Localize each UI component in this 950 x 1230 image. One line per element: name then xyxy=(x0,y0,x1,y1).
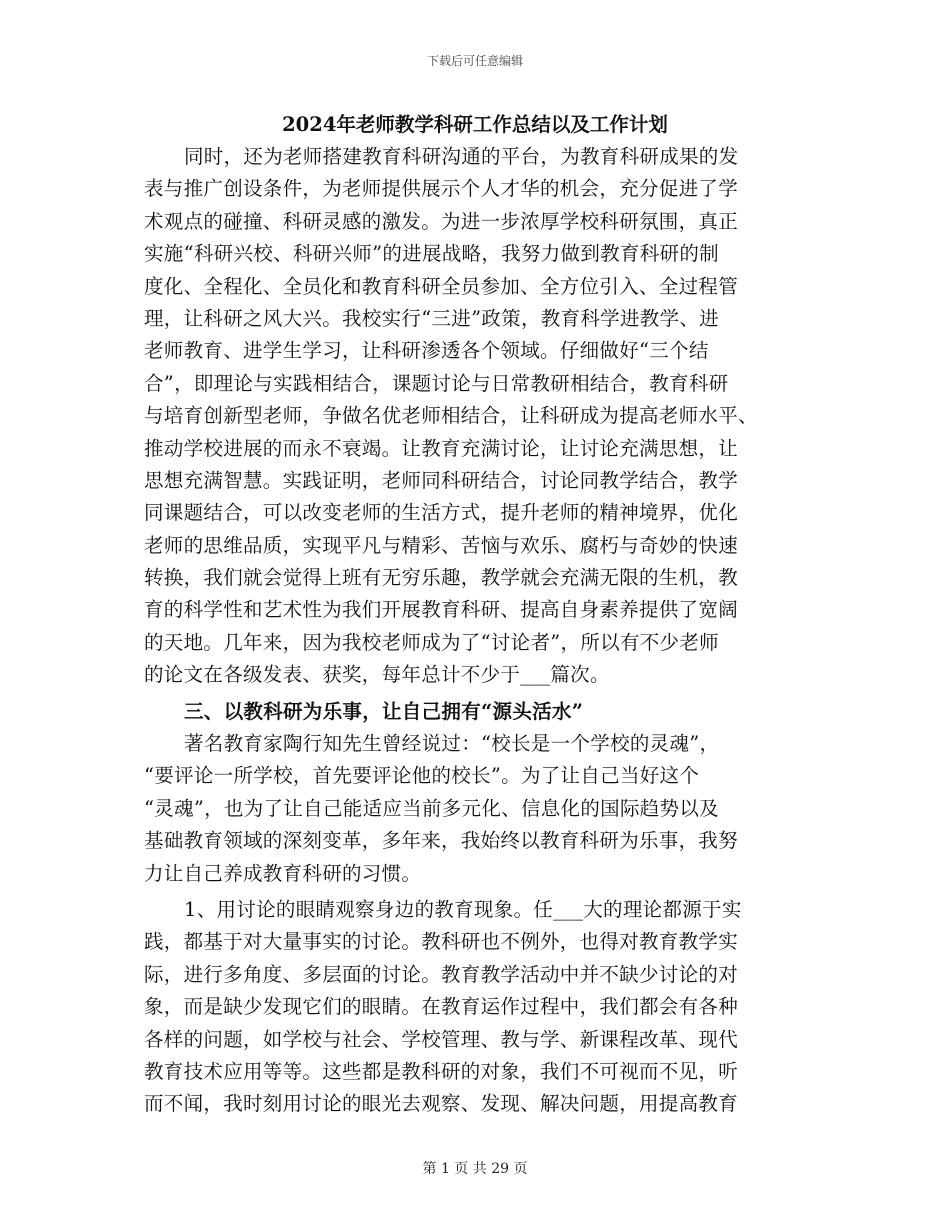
paragraph-line: 的天地。几年来，因为我校老师成为了“讨论者”，所以有不少老师 xyxy=(144,630,719,654)
paragraph-line: 基础教育领域的深刻变革，多年来，我始终以教育科研为乐事，我努 xyxy=(144,829,739,853)
paragraph-line: 合”，即理论与实践相结合，课题讨论与日常教研相结合，教育科研 xyxy=(144,371,729,395)
paragraph-line: 转换，我们就会觉得上班有无穷乐趣，教学就会充满无限的生机，教 xyxy=(144,566,739,590)
paragraph-line: 术观点的碰撞、科研灵感的激发。为进一步浓厚学校科研氛围，真正 xyxy=(144,209,739,233)
section-heading: 三、以教科研为乐事，让自己拥有“源头活水” xyxy=(184,699,584,723)
paragraph-line: 力让自己养成教育科研的习惯。 xyxy=(144,861,422,885)
paragraph-line: 实施“科研兴校、科研兴师”的进展战略，我努力做到教育科研的制 xyxy=(144,242,719,266)
paragraph-line: 老师的思维品质，实现平凡与精彩、苦恼与欢乐、腐朽与奇妙的快速 xyxy=(144,533,739,557)
paragraph-line: 践，都基于对大量事实的讨论。教科研也不例外，也得对教育教学实 xyxy=(144,930,739,954)
paragraph-line: 象，而是缺少发现它们的眼睛。在教育运作过程中，我们都会有各种 xyxy=(144,995,739,1019)
header-note: 下载后可任意编辑 xyxy=(426,54,523,68)
paragraph-line: 的论文在各级发表、获奖，每年总计不少于___篇次。 xyxy=(144,663,610,687)
document-body xyxy=(144,141,824,1121)
paragraph-line: 教育技术应用等等。这些都是教科研的对象，我们不可视而不见，听 xyxy=(144,1059,739,1083)
document-title: 2024年老师教学科研工作总结以及工作计划 xyxy=(282,113,668,136)
paragraph-line: 际，进行多角度、多层面的讨论。教育教学活动中并不缺少讨论的对 xyxy=(144,962,739,986)
paragraph-line: “灵魂”，也为了让自己能适应当前多元化、信息化的国际趋势以及 xyxy=(144,796,719,820)
paragraph-line: 著名教育家陶行知先生曾经说过：“校长是一个学校的灵魂”， xyxy=(184,732,720,756)
paragraph-line: 理，让科研之风大兴。我校实行“三进”政策，教育科学进教学、进 xyxy=(144,306,719,330)
paragraph-line: 推动学校进展的而永不衰竭。让教育充满讨论，让讨论充满思想，让 xyxy=(144,436,739,460)
paragraph-line: 与培育创新型老师，争做名优老师相结合，让科研成为提高老师水平、 xyxy=(144,404,758,428)
paragraph-line: 度化、全程化、全员化和教育科研全员参加、全方位引入、全过程管 xyxy=(144,274,739,298)
paragraph-line: 各样的问题，如学校与社会、学校管理、教与学、新课程改革、现代 xyxy=(144,1027,739,1051)
paragraph-line: 1、用讨论的眼睛观察身边的教育现象。任___大的理论都源于实 xyxy=(184,897,742,921)
paragraph-line: 思想充满智慧。实践证明，老师同科研结合，讨论同教学结合，教学 xyxy=(144,468,739,492)
paragraph-line: 同时，还为老师搭建教育科研沟通的平台，为教育科研成果的发 xyxy=(184,145,739,168)
paragraph-line: 而不闻，我时刻用讨论的眼光去观察、发现、解决问题，用提高教育 xyxy=(144,1092,739,1116)
paragraph-line: 同课题结合，可以改变老师的生活方式，提升老师的精神境界，优化 xyxy=(144,501,739,525)
paragraph-line: “要评论一所学校，首先要评论他的校长”。为了让自己当好这个 xyxy=(144,764,700,788)
page-footer: 第 1 页 共 29 页 xyxy=(422,1161,528,1177)
paragraph-line: 表与推广创设条件，为老师提供展示个人才华的机会，充分促进了学 xyxy=(144,177,739,201)
paragraph-line: 老师教育、进学生学习，让科研渗透各个领域。仔细做好“三个结 xyxy=(144,339,709,363)
paragraph-line: 育的科学性和艺术性为我们开展教育科研、提高自身素养提供了宽阔 xyxy=(144,598,739,622)
